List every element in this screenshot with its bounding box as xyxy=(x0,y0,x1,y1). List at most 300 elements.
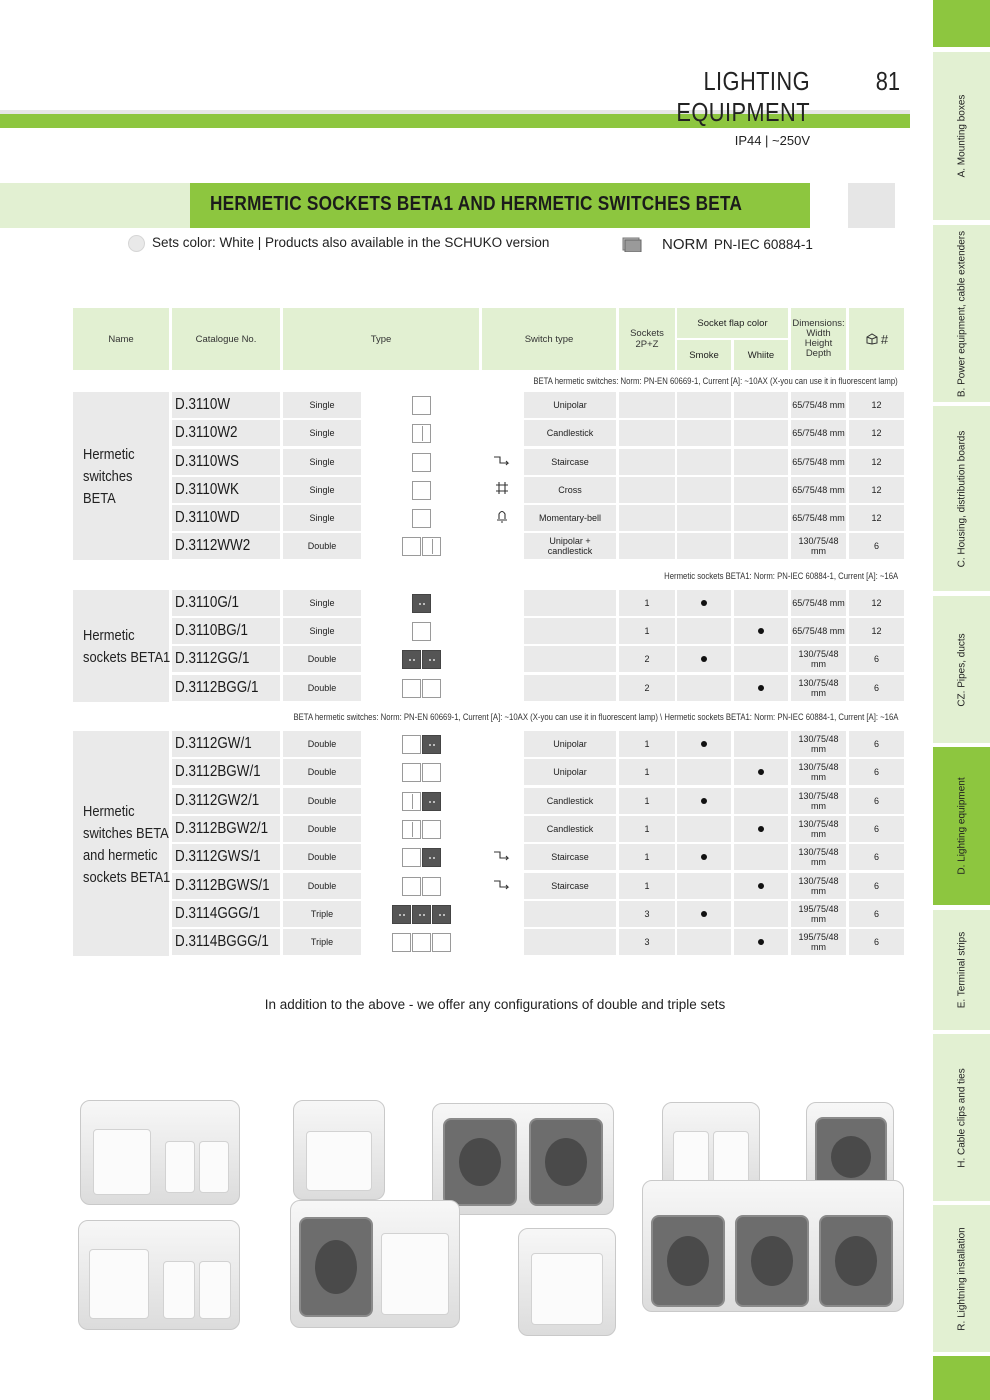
staircase-icon xyxy=(492,453,512,472)
sidebar-tab-label-box xyxy=(933,406,990,591)
sidebar-accent-block xyxy=(933,1356,990,1400)
type-cell: Double xyxy=(283,646,361,672)
catalogue-number-text: D.3112BGG/1 xyxy=(175,679,259,696)
smoke-socket-icon xyxy=(422,848,441,867)
group-name-line: Hermetic xyxy=(83,803,135,820)
product-photo-double-switch-bottom xyxy=(78,1220,240,1330)
switch-module-icon xyxy=(422,537,441,556)
group-name-line: Hermetic xyxy=(83,446,135,463)
norm-value: PN-IEC 60884-1 xyxy=(713,237,813,252)
smoke-cell xyxy=(677,505,731,531)
smoke-socket-icon xyxy=(432,905,451,924)
sidebar-tab-label-box xyxy=(933,1205,990,1352)
type-modules xyxy=(363,449,479,475)
switch-module-icon xyxy=(402,792,421,811)
switch-symbol xyxy=(485,788,519,814)
smoke-dot-icon xyxy=(701,600,707,606)
col-header-sockets: Sockets 2P+Z xyxy=(619,308,675,370)
catalogue-number-text: D.3112WW2 xyxy=(175,537,251,554)
sockets-cell: 1 xyxy=(619,873,675,899)
norm-book-icon xyxy=(622,236,642,252)
type-cell: Double xyxy=(283,533,361,559)
white-cell xyxy=(734,646,788,672)
smoke-socket-icon xyxy=(412,905,431,924)
white-cell xyxy=(734,788,788,814)
type-modules xyxy=(363,420,479,446)
pack-cell: 6 xyxy=(849,788,904,814)
package-icon xyxy=(865,333,879,345)
switch-type-cell: Cross xyxy=(524,477,616,503)
sockets-cell: 1 xyxy=(619,731,675,757)
type-cell: Single xyxy=(283,477,361,503)
switch-type-cell xyxy=(524,646,616,672)
switch-module-icon xyxy=(402,848,421,867)
sidebar-tab-label: E. Terminal strips xyxy=(956,931,967,1009)
sidebar-tab-label: B. Power equipment, cable extenders xyxy=(956,230,967,397)
catalogue-number-text: D.3112BGWS/1 xyxy=(175,877,270,894)
switch-symbol xyxy=(485,675,519,701)
white-dot-icon xyxy=(758,939,764,945)
catalogue-number xyxy=(172,392,280,418)
switch-type-cell: Unipolar xyxy=(524,731,616,757)
rocker xyxy=(165,1141,195,1193)
switch-symbol xyxy=(485,929,519,955)
smoke-cell xyxy=(677,392,731,418)
type-modules xyxy=(363,675,479,701)
switch-type-cell: Unipolar + candlestick xyxy=(524,533,616,559)
catalogue-number-text: D.3110W xyxy=(175,396,231,413)
white-dot-icon xyxy=(758,769,764,775)
switch-type-cell: Staircase xyxy=(524,844,616,870)
white-cell xyxy=(734,816,788,842)
norm-line-combined: BETA hermetic switches: Norm: PN-EN 60669-1, Current [A]: ~10AX (X-you can use it in fluorescent lamp) \ Hermetic sockets BETA1: Norm: PN-IEC 60884-1, Current [A]: ~16A xyxy=(293,712,898,722)
page-number: 81 xyxy=(875,66,900,96)
dimensions-cell: 130/75/48 mm xyxy=(791,731,846,757)
group-name-sockets xyxy=(83,625,170,669)
type-modules xyxy=(363,731,479,757)
socket xyxy=(299,1217,373,1317)
white-socket-icon xyxy=(422,763,441,782)
white-socket-icon xyxy=(402,679,421,698)
socket xyxy=(651,1215,725,1307)
switch-module-icon xyxy=(412,424,431,443)
product-photo-single-switch xyxy=(293,1100,385,1200)
catalogue-number xyxy=(172,590,280,616)
bell-icon xyxy=(495,508,509,529)
sockets-cell: 1 xyxy=(619,590,675,616)
catalogue-number-text: D.3110WS xyxy=(175,453,239,470)
rocker xyxy=(381,1233,449,1315)
type-modules xyxy=(363,505,479,531)
pack-cell: 6 xyxy=(849,844,904,870)
pack-cell: 6 xyxy=(849,646,904,672)
sockets-cell xyxy=(619,477,675,503)
product-photo-socket-switch xyxy=(290,1200,460,1328)
smoke-socket-icon xyxy=(422,650,441,669)
catalogue-number xyxy=(172,731,280,757)
smoke-cell xyxy=(677,929,731,955)
dimensions-cell: 130/75/48 mm xyxy=(791,759,846,785)
switch-type-cell: Momentary-bell xyxy=(524,505,616,531)
catalogue-number xyxy=(172,533,280,559)
white-cell xyxy=(734,449,788,475)
sockets-cell xyxy=(619,505,675,531)
type-cell: Single xyxy=(283,392,361,418)
switch-type-cell: Candlestick xyxy=(524,788,616,814)
switch-module-icon xyxy=(402,537,421,556)
banner-side-box xyxy=(848,183,895,228)
rocker xyxy=(713,1131,749,1187)
smoke-dot-icon xyxy=(701,656,707,662)
pack-cell: 12 xyxy=(849,505,904,531)
pack-cell: 12 xyxy=(849,477,904,503)
white-cell xyxy=(734,929,788,955)
type-cell: Double xyxy=(283,873,361,899)
switch-type-cell xyxy=(524,590,616,616)
col-header-type: Type xyxy=(283,308,479,370)
group-name-switches xyxy=(83,444,135,510)
sidebar-tab[interactable] xyxy=(933,1034,990,1201)
footer-note: In addition to the above - we offer any configurations of double and triple sets xyxy=(264,997,726,1012)
catalogue-number xyxy=(172,449,280,475)
color-swatch-icon xyxy=(128,235,145,252)
sockets-cell: 3 xyxy=(619,929,675,955)
switch-type-cell xyxy=(524,675,616,701)
catalogue-number-text: D.3112BGW/1 xyxy=(175,763,261,780)
norm-line-sockets: Hermetic sockets BETA1: Norm: PN-IEC 60884-1, Current [A]: ~16A xyxy=(663,571,898,581)
dimensions-cell: 65/75/48 mm xyxy=(791,618,846,644)
switch-symbol xyxy=(485,901,519,927)
switch-module-icon xyxy=(402,763,421,782)
dimensions-cell: 195/75/48 mm xyxy=(791,901,846,927)
smoke-socket-icon xyxy=(392,905,411,924)
smoke-cell xyxy=(677,901,731,927)
dimensions-cell: 65/75/48 mm xyxy=(791,590,846,616)
col-header-white: Whiite xyxy=(734,340,788,370)
group-name-line: and hermetic xyxy=(83,847,158,864)
type-cell: Single xyxy=(283,420,361,446)
type-modules xyxy=(363,901,479,927)
white-cell xyxy=(734,901,788,927)
type-modules xyxy=(363,590,479,616)
catalogue-number-text: D.3112GW2/1 xyxy=(175,792,260,809)
dimensions-cell: 65/75/48 mm xyxy=(791,449,846,475)
type-cell: Double xyxy=(283,675,361,701)
smoke-dot-icon xyxy=(701,911,707,917)
switch-symbol xyxy=(485,392,519,418)
type-cell: Single xyxy=(283,590,361,616)
sockets-cell xyxy=(619,533,675,559)
sockets-cell: 1 xyxy=(619,816,675,842)
white-cell xyxy=(734,477,788,503)
white-dot-icon xyxy=(758,883,764,889)
switch-symbol xyxy=(485,420,519,446)
type-modules xyxy=(363,759,479,785)
catalogue-number xyxy=(172,477,280,503)
staircase-icon xyxy=(492,877,512,896)
switch-symbol xyxy=(485,505,519,531)
group-name-line: BETA xyxy=(83,490,116,507)
type-modules xyxy=(363,816,479,842)
catalogue-number-text: D.3110WK xyxy=(175,481,239,498)
pack-cell: 6 xyxy=(849,759,904,785)
sockets-cell: 1 xyxy=(619,618,675,644)
catalogue-number xyxy=(172,618,280,644)
sidebar-tab[interactable] xyxy=(933,225,990,402)
type-cell: Single xyxy=(283,505,361,531)
dimensions-cell: 130/75/48 mm xyxy=(791,675,846,701)
white-socket-icon xyxy=(432,933,451,952)
switch-type-cell: Candlestick xyxy=(524,816,616,842)
sidebar-tab[interactable] xyxy=(933,406,990,591)
switch-type-cell: Staircase xyxy=(524,873,616,899)
white-cell xyxy=(734,420,788,446)
switch-type-cell xyxy=(524,618,616,644)
smoke-cell xyxy=(677,759,731,785)
catalogue-number-text: D.3112BGW2/1 xyxy=(175,820,269,837)
catalogue-number xyxy=(172,759,280,785)
col-header-name: Name xyxy=(73,308,169,370)
product-photo-double-socket xyxy=(432,1103,614,1215)
white-socket-icon xyxy=(392,933,411,952)
staircase-icon xyxy=(492,848,512,867)
sockets-cell: 2 xyxy=(619,646,675,672)
smoke-cell xyxy=(677,788,731,814)
type-cell: Double xyxy=(283,816,361,842)
smoke-socket-icon xyxy=(412,594,431,613)
product-photo-triple-socket xyxy=(642,1180,904,1312)
smoke-cell xyxy=(677,873,731,899)
switch-symbol xyxy=(485,646,519,672)
pack-cell: 12 xyxy=(849,449,904,475)
sockets-cell: 1 xyxy=(619,844,675,870)
switch-module-icon xyxy=(412,396,431,415)
rocker xyxy=(199,1141,229,1193)
rocker xyxy=(93,1129,151,1195)
sidebar-tab-label-box xyxy=(933,910,990,1030)
rocker xyxy=(163,1261,195,1319)
white-cell xyxy=(734,675,788,701)
dimensions-cell: 130/75/48 mm xyxy=(791,533,846,559)
sockets-cell: 1 xyxy=(619,759,675,785)
pack-cell: 12 xyxy=(849,618,904,644)
sidebar-tab-label-box xyxy=(933,52,990,220)
type-cell: Double xyxy=(283,788,361,814)
catalogue-number xyxy=(172,675,280,701)
switch-symbol xyxy=(485,533,519,559)
cross-icon xyxy=(494,480,510,501)
sockets-cell: 1 xyxy=(619,788,675,814)
sockets-cell xyxy=(619,420,675,446)
pack-cell: 12 xyxy=(849,590,904,616)
dimensions-cell: 65/75/48 mm xyxy=(791,477,846,503)
sidebar-tab[interactable] xyxy=(933,596,990,743)
white-dot-icon xyxy=(758,628,764,634)
white-cell xyxy=(734,505,788,531)
dimensions-cell: 130/75/48 mm xyxy=(791,844,846,870)
rating-text: IP44 | ~250V xyxy=(734,133,810,148)
smoke-cell xyxy=(677,675,731,701)
product-photo-double-switch-top xyxy=(80,1100,240,1205)
switch-type-cell xyxy=(524,929,616,955)
catalogue-number xyxy=(172,901,280,927)
type-modules xyxy=(363,477,479,503)
white-cell xyxy=(734,731,788,757)
col-header-flap: Socket flap color xyxy=(677,308,788,338)
switch-symbol xyxy=(485,590,519,616)
white-socket-icon xyxy=(422,679,441,698)
smoke-cell xyxy=(677,590,731,616)
pack-cell: 12 xyxy=(849,392,904,418)
pack-cell: 6 xyxy=(849,675,904,701)
catalogue-number xyxy=(172,844,280,870)
white-cell xyxy=(734,618,788,644)
type-cell: Double xyxy=(283,844,361,870)
switch-module-icon xyxy=(412,453,431,472)
type-modules xyxy=(363,929,479,955)
sidebar-tab-label: H. Cable clips and ties xyxy=(956,1067,967,1168)
smoke-cell xyxy=(677,420,731,446)
switch-module-icon xyxy=(412,481,431,500)
socket xyxy=(443,1118,517,1206)
pack-cell: 6 xyxy=(849,901,904,927)
sidebar-tab[interactable] xyxy=(933,747,990,905)
rocker xyxy=(673,1131,709,1187)
white-cell xyxy=(734,533,788,559)
pack-cell: 6 xyxy=(849,533,904,559)
norm-text xyxy=(662,236,813,253)
switch-type-cell: Candlestick xyxy=(524,420,616,446)
group-name-line: Hermetic xyxy=(83,627,135,644)
switch-module-icon xyxy=(402,820,421,839)
type-cell: Double xyxy=(283,731,361,757)
group-name-line: switches BETA xyxy=(83,825,169,842)
type-cell: Single xyxy=(283,449,361,475)
switch-symbol xyxy=(485,731,519,757)
col-header-smoke: Smoke xyxy=(677,340,731,370)
switch-symbol xyxy=(485,618,519,644)
dimensions-cell: 65/75/48 mm xyxy=(791,392,846,418)
col-header-dimensions: Dimensions: Width Height Depth xyxy=(791,308,846,370)
sidebar-tab-label-box xyxy=(933,225,990,402)
white-cell xyxy=(734,844,788,870)
type-modules xyxy=(363,392,479,418)
dimensions-cell: 130/75/48 mm xyxy=(791,816,846,842)
page-title: LIGHTING EQUIPMENT xyxy=(676,66,810,127)
catalogue-number-text: D.3110BG/1 xyxy=(175,622,248,639)
rocker xyxy=(306,1131,372,1191)
smoke-cell xyxy=(677,731,731,757)
smoke-cell xyxy=(677,816,731,842)
group-name-combined xyxy=(83,801,170,889)
catalogue-number xyxy=(172,646,280,672)
white-socket-icon xyxy=(422,820,441,839)
pack-cell: 6 xyxy=(849,873,904,899)
sidebar-tab-label-box xyxy=(933,747,990,905)
white-socket-icon xyxy=(422,877,441,896)
switch-type-cell: Unipolar xyxy=(524,392,616,418)
switch-symbol xyxy=(485,816,519,842)
switch-symbol xyxy=(485,844,519,870)
col-header-pack xyxy=(849,308,904,370)
switch-symbol xyxy=(485,449,519,475)
white-socket-icon xyxy=(412,933,431,952)
switch-type-cell: Staircase xyxy=(524,449,616,475)
socket xyxy=(819,1215,893,1307)
smoke-cell xyxy=(677,449,731,475)
rocker xyxy=(89,1249,149,1319)
switch-type-cell xyxy=(524,901,616,927)
white-cell xyxy=(734,759,788,785)
type-cell: Triple xyxy=(283,901,361,927)
dimensions-cell: 65/75/48 mm xyxy=(791,505,846,531)
pack-label: # xyxy=(880,331,889,347)
sockets-cell: 3 xyxy=(619,901,675,927)
catalogue-number-text: D.3110WD xyxy=(175,509,240,526)
smoke-cell xyxy=(677,618,731,644)
sockets-cell: 2 xyxy=(619,675,675,701)
catalogue-number xyxy=(172,420,280,446)
rocker xyxy=(199,1261,231,1319)
catalogue-number xyxy=(172,816,280,842)
sets-color-text: Sets color: White | Products also available in the SCHUKO version xyxy=(152,235,550,250)
sockets-cell xyxy=(619,392,675,418)
white-dot-icon xyxy=(758,826,764,832)
catalogue-number-text: D.3112GWS/1 xyxy=(175,848,261,865)
pack-cell: 6 xyxy=(849,731,904,757)
col-header-catalogue: Catalogue No. xyxy=(172,308,280,370)
sidebar-tab-label: CZ. Pipes, ducts xyxy=(956,632,967,707)
smoke-cell xyxy=(677,477,731,503)
socket xyxy=(735,1215,809,1307)
type-modules xyxy=(363,646,479,672)
sidebar-tab-label: C. Housing, distribution boards xyxy=(956,430,967,567)
socket xyxy=(529,1118,603,1206)
switch-module-icon xyxy=(412,509,431,528)
section-title: HERMETIC SOCKETS BETA1 AND HERMETIC SWITCHES BETA xyxy=(210,193,743,215)
group-name-line: switches xyxy=(83,468,133,485)
switch-symbol xyxy=(485,477,519,503)
catalogue-number-text: D.3112GG/1 xyxy=(175,650,250,667)
catalogue-number xyxy=(172,873,280,899)
sidebar-tab[interactable] xyxy=(933,52,990,220)
type-modules xyxy=(363,618,479,644)
smoke-dot-icon xyxy=(701,854,707,860)
sidebar-tab-label: R. Lightning installation xyxy=(956,1226,967,1331)
catalogue-number-text: D.3112GW/1 xyxy=(175,735,252,752)
product-photo-bell-switch xyxy=(518,1228,616,1336)
pack-cell: 6 xyxy=(849,929,904,955)
type-cell: Single xyxy=(283,618,361,644)
pack-cell: 12 xyxy=(849,420,904,446)
sidebar-tab[interactable] xyxy=(933,1205,990,1352)
group-name-line: sockets BETA1 xyxy=(83,869,171,886)
switch-type-cell: Unipolar xyxy=(524,759,616,785)
group-name-line: sockets BETA1 xyxy=(83,649,171,666)
sidebar-tab[interactable] xyxy=(933,910,990,1030)
type-cell: Double xyxy=(283,759,361,785)
white-cell xyxy=(734,590,788,616)
col-header-switch-type: Switch type xyxy=(482,308,616,370)
catalogue-number-text: D.3110W2 xyxy=(175,424,238,441)
catalogue-number xyxy=(172,505,280,531)
section-banner xyxy=(190,183,810,228)
smoke-dot-icon xyxy=(701,741,707,747)
smoke-cell xyxy=(677,844,731,870)
smoke-socket-icon xyxy=(422,735,441,754)
white-cell xyxy=(734,873,788,899)
switch-symbol xyxy=(485,759,519,785)
